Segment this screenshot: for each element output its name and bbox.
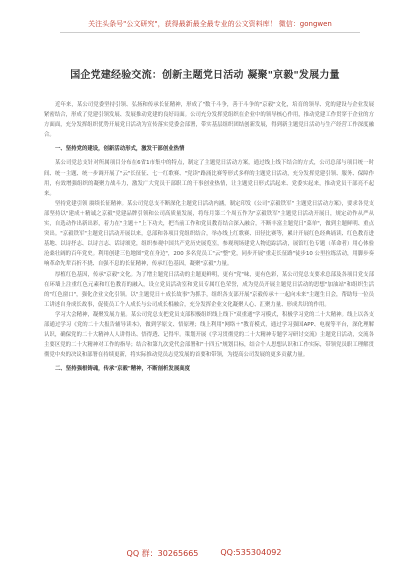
- document-title: 国企党建经验交流：创新主题党日活动 凝聚"京毅"发展力量: [70, 70, 340, 81]
- section-heading: 一、坚持党的建设，创新活动形式，激发干部创业热情: [55, 146, 185, 153]
- document-body: [44, 100, 374, 378]
- qq-text: QQ:535304092: [220, 548, 282, 557]
- body-paragraph: 某公司党总支针对所属项目分布在6省1市集中的特点，制定了主题党日活动方案，通过线上线下结合的方式，公司总部与项目统一时间、统一主题、统一步调开展了"云"长征征、七一红歌赛、"党读"路涌比赛等形式多样的主题党日活动，充分发挥党建引领、服务、保障作用，有效增强组织的凝聚力战斗力，激发广大党员干部职工的干事创业热情，让主题党日形式活起来、党委实起来，推动党员干部亮不起来。: [44, 160, 374, 197]
- contact-footer: [0, 548, 408, 562]
- qq-group-text: QQ 群：30265665: [126, 549, 199, 558]
- body-paragraph: 近年来，某公司党委坚持引领、弘扬和传承长征精神，形成了"数千斗争，善于斗争的"京毅"文化，培育的领导、党的建设与企业发展紧密结合，形成了党建引领发展、发展推动党建的良好局面。公司充分发挥党组织在企业中的领导核心作用，推动党建工作贯穿于企业的方方面面，充分发挥组织优势开展党日活动为宣传落实党委会部署，带实基层组织团结创新发展，得到新主题党日活动与生产经营工作深度融合。: [44, 102, 374, 139]
- promo-banner[interactable]: 关注头条号"公文研究"，获得最新最全最专业的公文资料库！ 微信：gongwen: [60, 16, 360, 33]
- body-paragraph: 厚植红色基因，传承"京毅"文化。为了增主题党日活动的主题更鲜明，更有"党"味，更有色彩，某公司党总支要求总部及各项目党支部在环墙上注重红色元素和红色教育的融入，设立党员活动室和党员专属红色荣誉，成为党员开展主题党日活动的思想"加油站"和组织生活的"红色窗口"，强化企业文化引领。以"主题党日＋成长故事"为抓手，组织各支部开展"京毅传承＋一起向未来"主题生日会，帮助每一位员工讲述自身成长故事，促使员工个人成长与公司成长相融合，充分发挥企业文化凝聚人心、汇聚力量、形成共识的作用。: [44, 271, 374, 308]
- section-heading: 二、坚持强根铸魂，传承"京毅"精神，不断剖析发展高度: [55, 366, 190, 373]
- body-paragraph: 坚持党建引领 赓续长征精神。某公司党总支不断深化主题党日活动内涵，制定印发《公司"京毅铁军" 主题党日活动方案》，要求各党支部坚持以"建成＋精诚之京毅"党建品牌引领和公司高质量发展，将每月第二个周五作为"京毅铁军"主题党日活动开展日，规定动作从严从实，自选动作出新出彩，着力在"主题＋"上下功夫，把当前工作和党员教育结合深入融合，不断丰富主题党日"菜单"，做到主题鲜明、重点突出。"京毅铁军"主题党日活动开展以来，总部和各项目党组织结合，举办线上红歌赛、田径比赛等，累计开展红色经典诵读、红色教育进基地、以诗抒志、以诗言志、话诗颂党，组织参观中国共产党历史展览室，参观现场建党人物追踪活动，展馆红色专题（革命者）用心体验沧桑壮阔的百年党史。利用创建三色地图"党在身边"，200 多名党员工"云"整"党，同步开展"重走长征路"徒步10 公里拉练活动，用脚步奏响革命先辈百折不挠、自强不息的长征精神，传承红色基因，凝聚"京毅"力量。: [44, 200, 374, 268]
- body-paragraph: 学习大会精神，凝聚发展力量。某公司党总支把党员支部积极组织线上线下"双重通"学习模式，积极学习党的二十大精神。线上以各支部通过学习《党的二十大报告辅导读本》，做到学原文、悟原理；线上利用"网络＋"教育模式，通过学习强国APP、电视等平台，深化理解认识，确保党的二十大精神人人讲得出、悟得透、记得牢。策划开展《学习贯彻党的二十大精神专题学习研讨交流》主题党日活动，交流各主要区党的二十大精神对工作的指导；结合和第九次党代会部署和"十四五"规划目标，结合个人思想认识和工作实际，带领党员职工理解贯彻党中央的决议和部署在持续更新，将实际推动党员志党发展的首要和带领，为提高公司发展的更多贡献力量。: [44, 311, 374, 359]
